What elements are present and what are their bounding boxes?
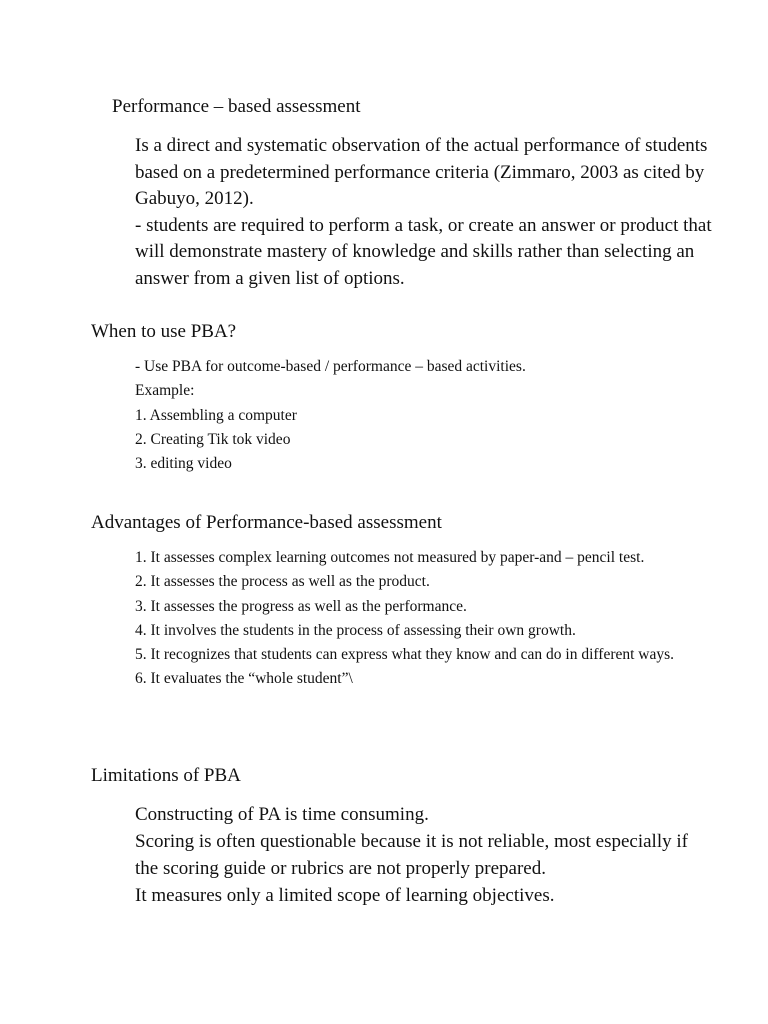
example-item: 3. editing video	[135, 455, 232, 473]
limitation-item: It measures only a limited scope of learning objectives.	[135, 885, 555, 906]
example-item: 2. Creating Tik tok video	[135, 430, 291, 448]
definition-section	[135, 133, 735, 293]
page-title: Performance – based assessment	[112, 96, 361, 117]
when-heading: When to use PBA?	[91, 321, 237, 342]
definition-paragraph: Is a direct and systematic observation of the actual performance of students based on a predetermined performance criteria (Zimmaro, 2003 as cited by Gabuyo, 2012).	[135, 135, 708, 210]
advantages-heading: Advantages of Performance-based assessment	[91, 512, 442, 533]
limitation-item: Scoring is often questionable because it is not reliable, most especially if the scoring guide or rubrics are not properly prepared.	[135, 831, 688, 879]
requirement-paragraph: - students are required to perform a task, or create an answer or product that will demonstrate mastery of knowledge and skills rather than selecting an answer from a given list of options.	[135, 214, 712, 289]
advantage-item: 3. It assesses the progress as well as the performance.	[135, 597, 467, 615]
when-section	[135, 355, 695, 476]
advantage-item: 2. It assesses the process as well as the product.	[135, 573, 430, 591]
advantages-list	[135, 546, 675, 692]
advantage-item: 6. It evaluates the “whole student”\	[135, 670, 353, 688]
advantage-item: 1. It assesses complex learning outcomes not measured by paper-and – pencil test.	[135, 549, 645, 566]
example-item: 1. Assembling a computer	[135, 406, 297, 424]
example-label: Example:	[135, 382, 195, 400]
advantage-item: 5. It recognizes that students can express what they know and can do in different ways.	[135, 646, 675, 664]
limitations-section	[135, 801, 695, 909]
when-usage-line: - Use PBA for outcome-based / performance – based activities.	[135, 358, 526, 375]
limitation-item: Constructing of PA is time consuming.	[135, 804, 429, 825]
advantage-item: 4. It involves the students in the process of assessing their own growth.	[135, 621, 576, 639]
limitations-heading: Limitations of PBA	[91, 765, 241, 786]
